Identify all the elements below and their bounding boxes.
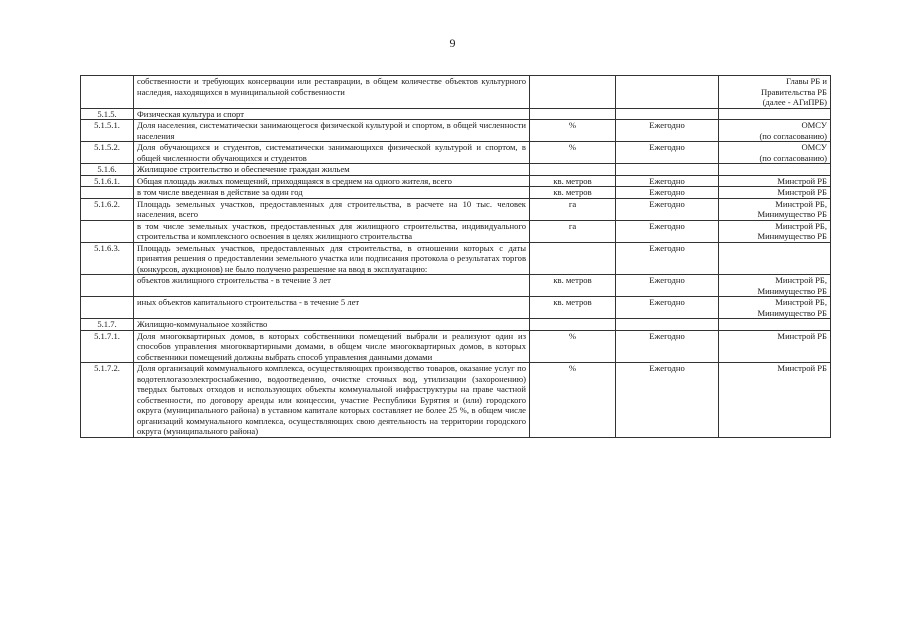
table-row — [81, 120, 831, 142]
indicator-period — [616, 319, 719, 331]
indicator-number: 5.1.6. — [81, 164, 134, 176]
indicator-unit: % — [530, 363, 616, 438]
indicator-responsible — [719, 187, 831, 199]
indicator-name: Общая площадь жилых помещений, приходящаяся в среднем на одного жителя, всего — [134, 175, 530, 187]
indicator-name: Доля организаций коммунального комплекса, осуществляющих производство товаров, оказание услуг по водотеплогазоэлектроснабжению, водоотведению, очистке сточных вод, утилизации (захоронению) твердых бытовых отходов и использующих объекты коммунальной инфраструктуры на праве частной собственности, по договору аренды или концессии, участие Республики Бурятия и (или) городского округа (муниципального района) в уставном капитале которых составляет не более 25 %, в общем числе организаций коммунального комплекса, осуществляющих свою деятельность на территории городского округа (муниципального района) — [134, 363, 530, 438]
indicators-table-body — [81, 76, 831, 438]
indicator-period: Ежегодно — [616, 198, 719, 220]
responsible-line: (по согласованию) — [759, 152, 827, 163]
indicator-unit: га — [530, 220, 616, 242]
table-row — [81, 330, 831, 363]
indicator-period: Ежегодно — [616, 242, 719, 275]
table-row — [81, 198, 831, 220]
indicator-unit — [530, 164, 616, 176]
indicator-period: Ежегодно — [616, 175, 719, 187]
responsible-line: Минимущество РБ — [757, 209, 827, 219]
responsible-line: Минстрой РБ, — [775, 297, 827, 307]
indicator-name: в том числе земельных участков, предоставленных для жилищного строительства, индивидуального строительства и комплексного освоения в целях жилищного строительства — [134, 220, 530, 242]
table-row — [81, 220, 831, 242]
indicator-unit — [530, 242, 616, 275]
indicator-responsible — [719, 164, 831, 176]
indicator-unit: га — [530, 198, 616, 220]
indicators-table — [80, 75, 831, 438]
indicator-unit — [530, 319, 616, 331]
indicator-number: 5.1.7.1. — [81, 330, 134, 363]
responsible-line: Минстрой РБ — [777, 363, 827, 373]
table-row — [81, 297, 831, 319]
indicator-period: Ежегодно — [616, 297, 719, 319]
indicator-responsible — [719, 275, 831, 297]
table-row — [81, 164, 831, 176]
indicator-responsible — [719, 319, 831, 331]
indicator-unit: кв. метров — [530, 297, 616, 319]
responsible-line: Минстрой РБ — [777, 330, 827, 341]
indicator-name: Площадь земельных участков, предоставленных для строительства, в отношении которых с даты принятия решения о предоставлении земельного участка или подписания протокола о результатах торгов (конкурсов, аукционов) не было получено разрешение на ввод в эксплуатацию: — [134, 242, 530, 275]
table-row — [81, 175, 831, 187]
indicator-name: собственности и требующих консервации или реставрации, в общем количестве объектов культурного наследия, находящихся в муниципальной собственности — [134, 76, 530, 109]
indicator-responsible — [719, 142, 831, 164]
table-row — [81, 76, 831, 109]
indicator-responsible — [719, 108, 831, 120]
indicator-name: Жилищно-коммунальное хозяйство — [134, 319, 530, 331]
indicator-unit — [530, 108, 616, 120]
responsible-line: (по согласованию) — [759, 130, 827, 141]
indicator-period — [616, 108, 719, 120]
indicator-responsible — [719, 363, 831, 438]
indicator-unit: % — [530, 330, 616, 363]
table-row — [81, 319, 831, 331]
indicator-unit: кв. метров — [530, 175, 616, 187]
indicator-number — [81, 275, 134, 297]
indicator-name: Доля обучающихся и студентов, систематически занимающихся физической культурой и спортом, в общей численности обучающихся и студентов — [134, 142, 530, 164]
indicator-name: Жилищное строительство и обеспечение граждан жильем — [134, 164, 530, 176]
table-row — [81, 242, 831, 275]
responsible-line: Правительства РБ — [761, 86, 827, 97]
indicator-responsible — [719, 242, 831, 275]
indicator-period — [616, 76, 719, 109]
table-row — [81, 275, 831, 297]
indicator-responsible — [719, 330, 831, 363]
table-row — [81, 187, 831, 199]
responsible-line: Главы РБ и — [786, 76, 827, 86]
indicator-number — [81, 187, 134, 199]
indicator-period: Ежегодно — [616, 330, 719, 363]
indicator-unit: % — [530, 142, 616, 164]
table-row — [81, 142, 831, 164]
indicator-name: иных объектов капитального строительства - в течение 5 лет — [134, 297, 530, 319]
indicator-number: 5.1.6.2. — [81, 198, 134, 220]
indicator-number: 5.1.5. — [81, 108, 134, 120]
responsible-line: Минстрой РБ — [777, 187, 827, 197]
responsible-line: ОМСУ — [801, 142, 827, 152]
indicator-name: Физическая культура и спорт — [134, 108, 530, 120]
indicator-number — [81, 297, 134, 319]
table-row — [81, 363, 831, 438]
indicator-number: 5.1.5.1. — [81, 120, 134, 142]
responsible-line: Минстрой РБ, — [775, 275, 827, 285]
page-number: 9 — [449, 36, 456, 50]
indicator-responsible — [719, 120, 831, 142]
responsible-line: Минимущество РБ — [757, 285, 827, 296]
indicator-responsible — [719, 76, 831, 109]
indicator-number — [81, 220, 134, 242]
responsible-line: (далее - АГиПРБ) — [762, 97, 827, 107]
responsible-line: Минстрой РБ, — [775, 198, 827, 209]
indicator-number: 5.1.7. — [81, 319, 134, 331]
indicator-unit — [530, 76, 616, 109]
indicator-responsible — [719, 220, 831, 242]
indicator-name: Площадь земельных участков, предоставленных для строительства, в расчете на 10 тыс. человек населения, всего — [134, 198, 530, 220]
indicator-period: Ежегодно — [616, 142, 719, 164]
indicator-number: 5.1.6.1. — [81, 175, 134, 187]
table-row — [81, 108, 831, 120]
indicator-unit: кв. метров — [530, 275, 616, 297]
indicator-name: в том числе введенная в действие за один год — [134, 187, 530, 199]
indicator-number: 5.1.6.3. — [81, 242, 134, 275]
indicator-period: Ежегодно — [616, 363, 719, 438]
indicator-period: Ежегодно — [616, 187, 719, 199]
indicator-number: 5.1.5.2. — [81, 142, 134, 164]
indicator-number — [81, 76, 134, 109]
responsible-line: Минимущество РБ — [757, 231, 827, 241]
indicator-period: Ежегодно — [616, 275, 719, 297]
indicator-unit: % — [530, 120, 616, 142]
indicator-responsible — [719, 198, 831, 220]
indicator-name: Доля многоквартирных домов, в которых собственники помещений выбрали и реализуют один из способов управления многоквартирными домами, в общем числе многоквартирных домов, в которых собственники помещений должны выбрать способ управления данными домами — [134, 330, 530, 363]
indicator-period: Ежегодно — [616, 120, 719, 142]
responsible-line: Минимущество РБ — [757, 307, 827, 318]
responsible-line: Минстрой РБ, — [775, 220, 827, 231]
responsible-line: ОМСУ — [801, 120, 827, 130]
indicator-unit: кв. метров — [530, 187, 616, 199]
indicator-name: Доля населения, систематически занимающегося физической культурой и спортом, в общей численности населения — [134, 120, 530, 142]
indicator-period: Ежегодно — [616, 220, 719, 242]
indicator-responsible — [719, 297, 831, 319]
indicator-name: объектов жилищного строительства - в течение 3 лет — [134, 275, 530, 297]
indicator-number: 5.1.7.2. — [81, 363, 134, 438]
indicator-period — [616, 164, 719, 176]
responsible-line: Минстрой РБ — [777, 175, 827, 186]
indicator-responsible — [719, 175, 831, 187]
